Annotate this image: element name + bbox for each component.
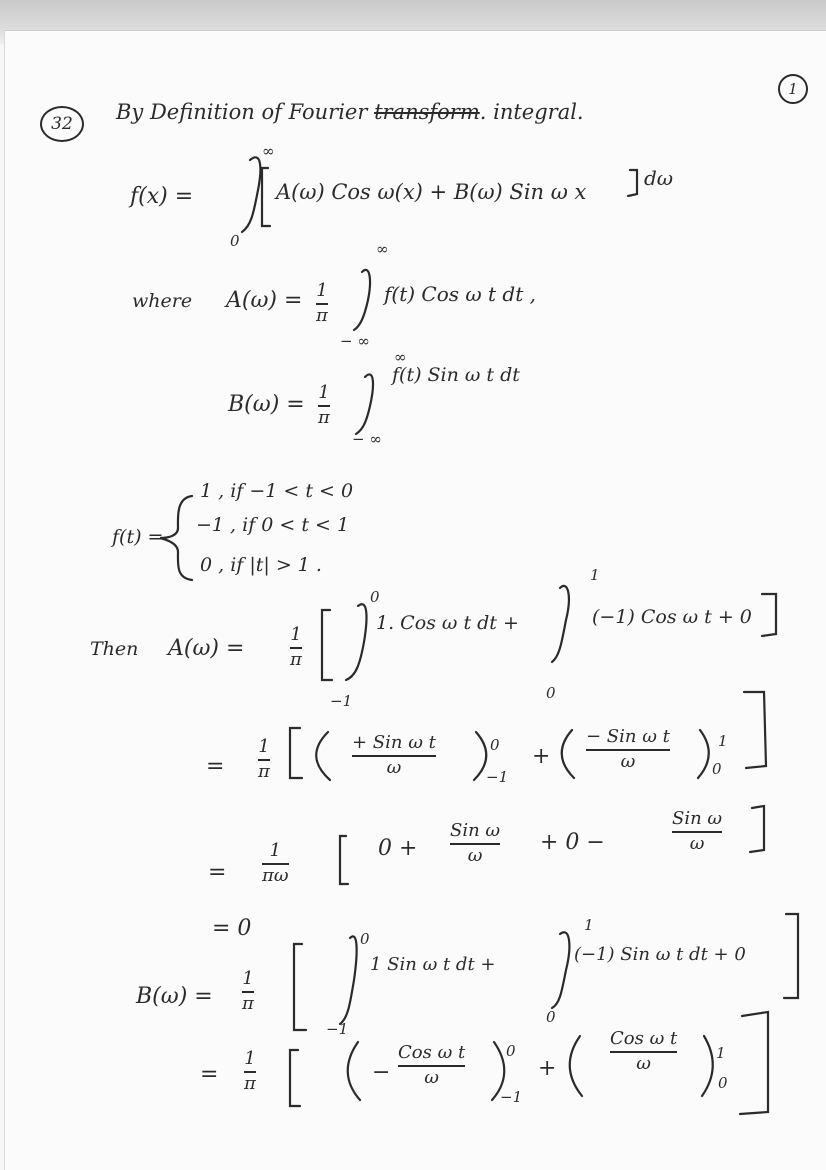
left-bracket xyxy=(290,1050,300,1106)
piecewise-case-3: 0 , if |t| > 1 . xyxy=(200,554,322,576)
B-step2-term2-upper: 1 xyxy=(716,1044,726,1062)
heading-prefix: By Definition of Fourier xyxy=(116,100,368,124)
piecewise-case-1: 1 , if −1 < t < 0 xyxy=(200,480,354,502)
integral-sign xyxy=(242,157,260,232)
A-calc-int1-lower: −1 xyxy=(330,692,353,710)
B-step2-plus: + xyxy=(538,1056,557,1081)
B-step2-fraction: 1 π xyxy=(244,1048,256,1094)
left-bracket xyxy=(262,168,270,226)
A-step2-term1-lower: −1 xyxy=(486,768,509,786)
integral-sign xyxy=(346,604,366,680)
B-step2-term1-upper: 0 xyxy=(506,1042,516,1060)
B-step2-term1: Cos ω t ω xyxy=(398,1042,466,1088)
heading xyxy=(116,102,584,123)
B-calc-int1-lower: −1 xyxy=(326,1020,349,1038)
A-step3-equals: = xyxy=(208,860,227,885)
A-step3-middle: + 0 − xyxy=(540,830,605,855)
B-calc-int2-integrand: (−1) Sin ω t dt + 0 xyxy=(574,944,746,965)
A-calc-int2-lower: 0 xyxy=(546,684,556,702)
integral-sign xyxy=(354,270,370,330)
B-definition-upper: ∞ xyxy=(394,348,407,366)
left-paren xyxy=(570,1036,582,1096)
heading-struck-word: transform xyxy=(374,100,480,124)
piecewise-brace xyxy=(160,496,192,580)
left-bracket xyxy=(290,728,302,778)
right-paren xyxy=(474,732,486,780)
B-calc-int1-upper: 0 xyxy=(360,930,370,948)
B-step2-term2: Cos ω t ω xyxy=(610,1028,678,1074)
right-bracket xyxy=(628,170,637,196)
A-definition-upper: ∞ xyxy=(376,240,389,258)
B-calc-int1-integrand: 1 Sin ω t dt + xyxy=(370,954,496,975)
A-step2-term1-upper: 0 xyxy=(490,736,500,754)
left-bracket xyxy=(294,944,306,1030)
A-step2-term2-upper: 1 xyxy=(718,732,728,750)
heading-suffix: . integral. xyxy=(479,100,584,124)
B-definition-fraction: 1 π xyxy=(318,382,330,428)
B-definition-integrand: f(t) Sin ω t dt xyxy=(392,364,520,386)
A-definition-lower: − ∞ xyxy=(340,332,370,350)
A-step2-plus: + xyxy=(532,744,551,769)
A-calc-int1-integrand: 1. Cos ω t dt + xyxy=(376,612,519,634)
page-number-badge: 1 xyxy=(778,74,808,104)
left-bracket xyxy=(340,836,348,884)
A-step2-equals: = xyxy=(206,754,225,779)
A-result: = 0 xyxy=(212,916,252,941)
A-step2-term2: − Sin ω t ω xyxy=(586,726,670,772)
where-label: where xyxy=(132,290,193,312)
integral-upper-limit: ∞ xyxy=(262,142,275,160)
A-calc-int1-upper: 0 xyxy=(370,588,380,606)
A-definition-lhs: A(ω) = xyxy=(226,288,303,313)
A-calc-fraction: 1 π xyxy=(290,624,302,670)
B-calc-int2-upper: 1 xyxy=(584,916,594,934)
A-step3-term2: Sin ω ω xyxy=(672,808,723,854)
left-bracket xyxy=(322,610,332,680)
then-label: Then xyxy=(90,638,139,660)
A-calc-int2-upper: 1 xyxy=(590,566,600,584)
B-step2-equals: = xyxy=(200,1062,219,1087)
integral-sign xyxy=(552,932,569,1008)
integral-definition-lhs: f(x) = xyxy=(130,184,194,209)
A-calc-lhs: A(ω) = xyxy=(168,636,245,661)
right-bracket xyxy=(750,806,764,852)
integral-definition-differential: dω xyxy=(644,166,674,190)
A-definition-fraction: 1 π xyxy=(316,280,328,326)
left-paren xyxy=(316,732,330,780)
B-calc-int2-lower: 0 xyxy=(546,1008,556,1026)
A-step2-fraction: 1 π xyxy=(258,736,270,782)
left-paren xyxy=(348,1042,360,1100)
A-calc-int2-integrand: (−1) Cos ω t + 0 xyxy=(592,606,752,628)
right-paren xyxy=(702,1036,713,1096)
B-step2-term1-sign: − xyxy=(372,1060,391,1085)
right-bracket xyxy=(744,692,766,768)
B-step2-term2-lower: 0 xyxy=(718,1074,728,1092)
integral-sign xyxy=(356,374,373,434)
left-paren xyxy=(562,730,574,778)
B-calc-fraction: 1 π xyxy=(242,968,254,1014)
right-paren xyxy=(698,730,709,778)
A-step3-zero-plus: 0 + xyxy=(378,836,418,861)
right-bracket xyxy=(740,1012,768,1114)
A-step3-term1: Sin ω ω xyxy=(450,820,501,866)
integral-sign xyxy=(340,936,357,1024)
question-number-badge: 32 xyxy=(40,106,84,142)
piecewise-case-2: −1 , if 0 < t < 1 xyxy=(196,514,350,536)
integral-lower-limit: 0 xyxy=(230,232,240,250)
A-definition-integrand: f(t) Cos ω t dt , xyxy=(384,282,536,306)
A-step2-term2-lower: 0 xyxy=(712,760,722,778)
B-step2-term1-lower: −1 xyxy=(500,1088,523,1106)
integral-sign xyxy=(552,586,569,662)
right-bracket xyxy=(784,914,798,998)
A-step2-term1: + Sin ω t ω xyxy=(352,732,436,778)
A-step3-fraction: 1 πω xyxy=(262,840,289,886)
B-definition-lhs: B(ω) = xyxy=(228,392,305,417)
integral-definition-integrand: A(ω) Cos ω(x) + B(ω) Sin ω x xyxy=(276,180,587,204)
right-bracket xyxy=(762,594,776,636)
B-definition-lower: − ∞ xyxy=(352,430,382,448)
piecewise-lhs: f(t) = xyxy=(112,526,164,548)
B-calc-lhs: B(ω) = xyxy=(136,984,213,1009)
